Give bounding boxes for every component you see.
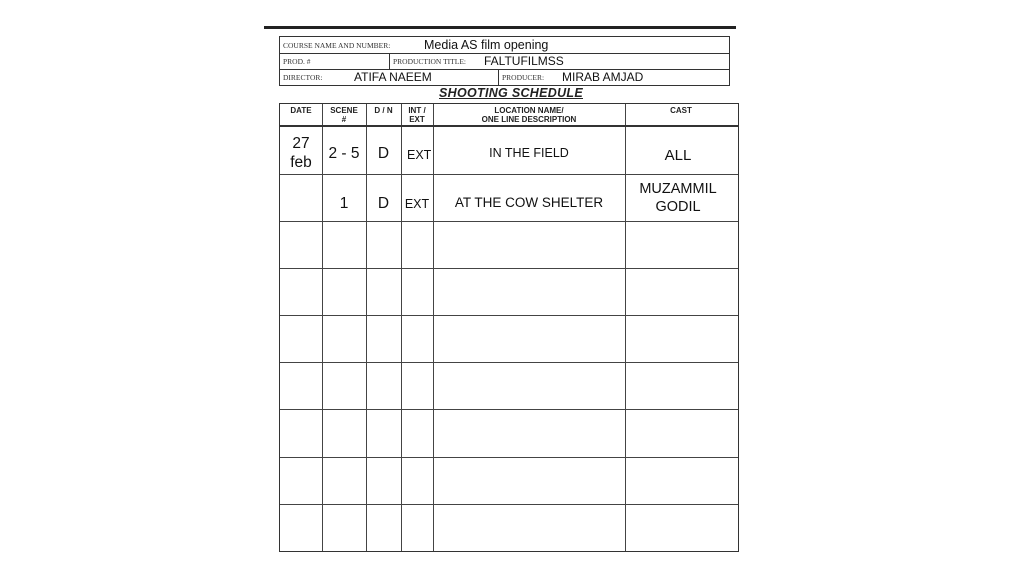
row2-date [280, 176, 322, 222]
col-header-int-ext: INT / EXT [408, 106, 426, 124]
course-label: COURSE NAME AND NUMBER: [283, 41, 391, 50]
col-header-scene: SCENE # [330, 106, 358, 124]
production-info-box [279, 36, 730, 86]
row1-location: IN THE FIELD [489, 146, 569, 161]
row1-cast: ALL [664, 146, 692, 164]
col-header-cast: CAST [670, 106, 692, 115]
row1-scene: 2 - 5 [328, 145, 360, 163]
top-rule [264, 26, 736, 29]
col-header-dn: D / N [374, 106, 393, 115]
row2-int-ext: EXT [404, 197, 430, 212]
production-title-label: PRODUCTION TITLE: [393, 57, 466, 66]
producer-value: MIRAB AMJAD [562, 70, 644, 84]
row1-dn: D [377, 145, 390, 163]
row1-int-ext: EXT [407, 148, 432, 163]
course-row [280, 37, 729, 54]
production-title-value: FALTUFILMSS [484, 54, 564, 68]
row2-cast: MUZAMMIL GODIL [639, 180, 717, 215]
row2-location: AT THE COW SHELTER [454, 194, 604, 210]
row1-date: 27 feb [290, 134, 312, 171]
prod-row [280, 53, 729, 70]
row2-dn: D [377, 195, 390, 213]
col-header-date: DATE [290, 106, 312, 115]
col-header-location: LOCATION NAME/ ONE LINE DESCRIPTION [481, 106, 577, 124]
shooting-schedule-table [279, 103, 739, 552]
course-value: Media AS film opening [424, 38, 549, 52]
director-label: DIRECTOR: [283, 73, 323, 82]
director-value: ATIFA NAEEM [354, 70, 432, 84]
schedule-title: SHOOTING SCHEDULE [439, 86, 583, 100]
producer-label: PRODUCER: [502, 73, 545, 82]
prod-number-label: PROD. # [283, 57, 311, 66]
row2-scene: 1 [339, 195, 349, 213]
director-producer-row [280, 69, 729, 85]
